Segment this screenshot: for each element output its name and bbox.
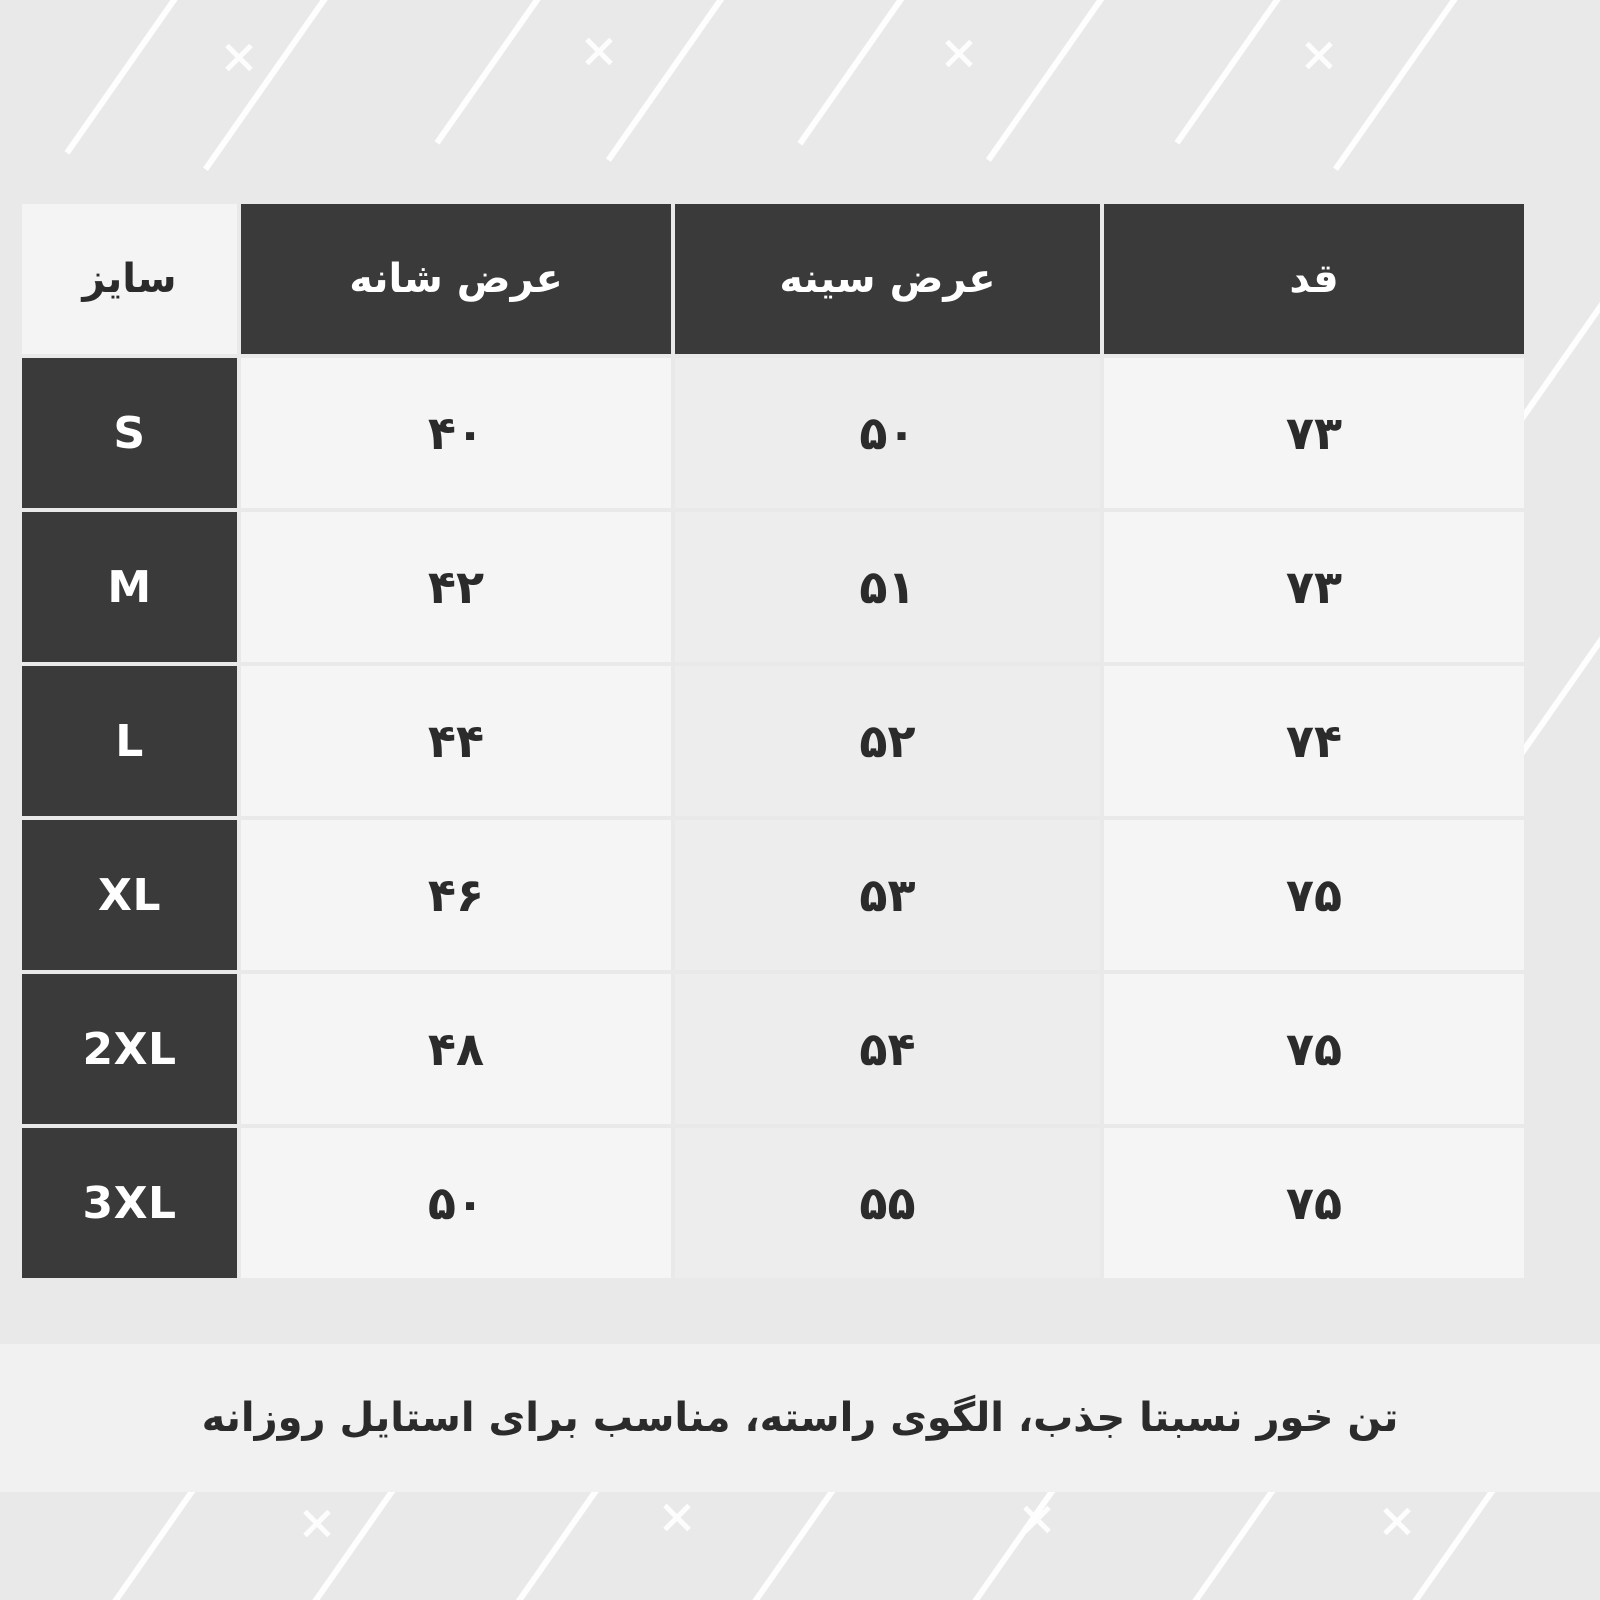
- cell-size: 3XL: [22, 1128, 237, 1278]
- cell-size: 2XL: [22, 974, 237, 1124]
- cell-length: ۷۵: [1104, 974, 1524, 1124]
- cell-shoulder: ۵۰: [241, 1128, 671, 1278]
- cell-chest: ۵۴: [675, 974, 1100, 1124]
- column-header-chest: عرض سینه: [675, 204, 1100, 354]
- cell-length: ۷۴: [1104, 666, 1524, 816]
- cell-shoulder: ۴۴: [241, 666, 671, 816]
- cell-length: ۷۵: [1104, 820, 1524, 970]
- cell-chest: ۵۱: [675, 512, 1100, 662]
- table-row: [22, 974, 1524, 1124]
- table-row: [22, 666, 1524, 816]
- table-row: [22, 1128, 1524, 1278]
- cell-size: S: [22, 358, 237, 508]
- cell-chest: ۵۲: [675, 666, 1100, 816]
- fit-note-text: تن خور نسبتا جذب، الگوی راسته، مناسب برای استایل روزانه: [201, 1395, 1399, 1441]
- column-header-size: سایز: [22, 204, 237, 354]
- cell-size: M: [22, 512, 237, 662]
- cell-shoulder: ۴۸: [241, 974, 671, 1124]
- fit-note-bar: [0, 1344, 1600, 1492]
- column-header-shoulder: عرض شانه: [241, 204, 671, 354]
- cell-shoulder: ۴۶: [241, 820, 671, 970]
- cell-chest: ۵۰: [675, 358, 1100, 508]
- cell-size: L: [22, 666, 237, 816]
- cell-length: ۷۳: [1104, 512, 1524, 662]
- cell-chest: ۵۵: [675, 1128, 1100, 1278]
- column-header-length: قد: [1104, 204, 1524, 354]
- cell-length: ۷۳: [1104, 358, 1524, 508]
- table-row: [22, 820, 1524, 970]
- cell-size: XL: [22, 820, 237, 970]
- cell-length: ۷۵: [1104, 1128, 1524, 1278]
- table-row: [22, 512, 1524, 662]
- table-header-row: [22, 204, 1524, 354]
- table-row: [22, 358, 1524, 508]
- cell-shoulder: ۴۰: [241, 358, 671, 508]
- size-chart-table: [18, 200, 1528, 1282]
- cell-chest: ۵۳: [675, 820, 1100, 970]
- cell-shoulder: ۴۲: [241, 512, 671, 662]
